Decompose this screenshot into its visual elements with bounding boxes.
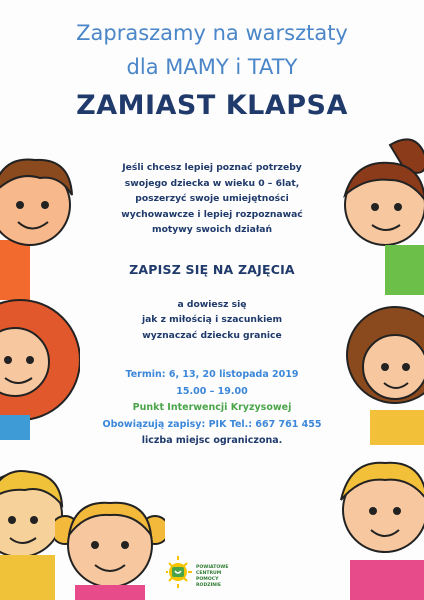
logo-line-2: CENTRUM <box>196 571 222 576</box>
intro-line: Jeśli chcesz lepiej poznać potrzeby <box>122 162 302 173</box>
event-place: Punkt Interwencji Kryzysowej <box>132 402 292 413</box>
pcpr-logo <box>166 552 236 594</box>
logo-line-1: POWIATOWE <box>196 565 229 570</box>
event-time: 15.00 – 19.00 <box>176 385 248 397</box>
child-illustration-right-middle <box>340 295 424 445</box>
event-registration: Obowiązują zapisy: PIK Tel.: 667 761 455 <box>102 418 322 430</box>
sun-icon <box>166 556 192 588</box>
page-title: ZAMIAST KLAPSA <box>76 90 348 121</box>
intro-line: motywy swoich działań <box>152 224 272 235</box>
child-illustration-top-left <box>0 140 90 300</box>
logo-line-3: POMOCY <box>196 577 219 582</box>
follow-line: wyznaczać dziecku granice <box>142 329 282 341</box>
child-illustration-left-middle <box>0 290 80 440</box>
child-illustration-bottom-center-left <box>55 485 165 600</box>
event-limit: liczba miejsc ograniczona. <box>141 435 283 446</box>
call-to-action: ZAPISZ SIĘ NA ZAJĘCIA <box>129 261 295 277</box>
content <box>100 160 324 450</box>
intro-line: wychowawcze i lepiej rozpoznawać <box>121 208 303 220</box>
heading-line-2: dla MAMY i TATY <box>126 55 298 79</box>
child-illustration-top-right <box>330 135 424 295</box>
child-illustration-bottom-right <box>335 445 424 600</box>
intro-line: poszerzyć swoje umiejętności <box>135 193 289 204</box>
logo-line-4: RODZINIE <box>196 583 221 588</box>
follow-line: a dowiesz się <box>177 298 247 310</box>
intro-text <box>100 160 324 238</box>
follow-line: jak z miłością i szacunkiem <box>141 314 283 325</box>
heading <box>0 10 424 121</box>
event-term: Termin: 6, 13, 20 listopada 2019 <box>125 369 299 380</box>
intro-line: swojego dziecka w wieku 0 – 6lat, <box>124 177 300 189</box>
follow-text <box>100 297 324 344</box>
event-details <box>100 367 324 450</box>
heading-line-1: Zapraszamy na warsztaty <box>76 21 348 45</box>
